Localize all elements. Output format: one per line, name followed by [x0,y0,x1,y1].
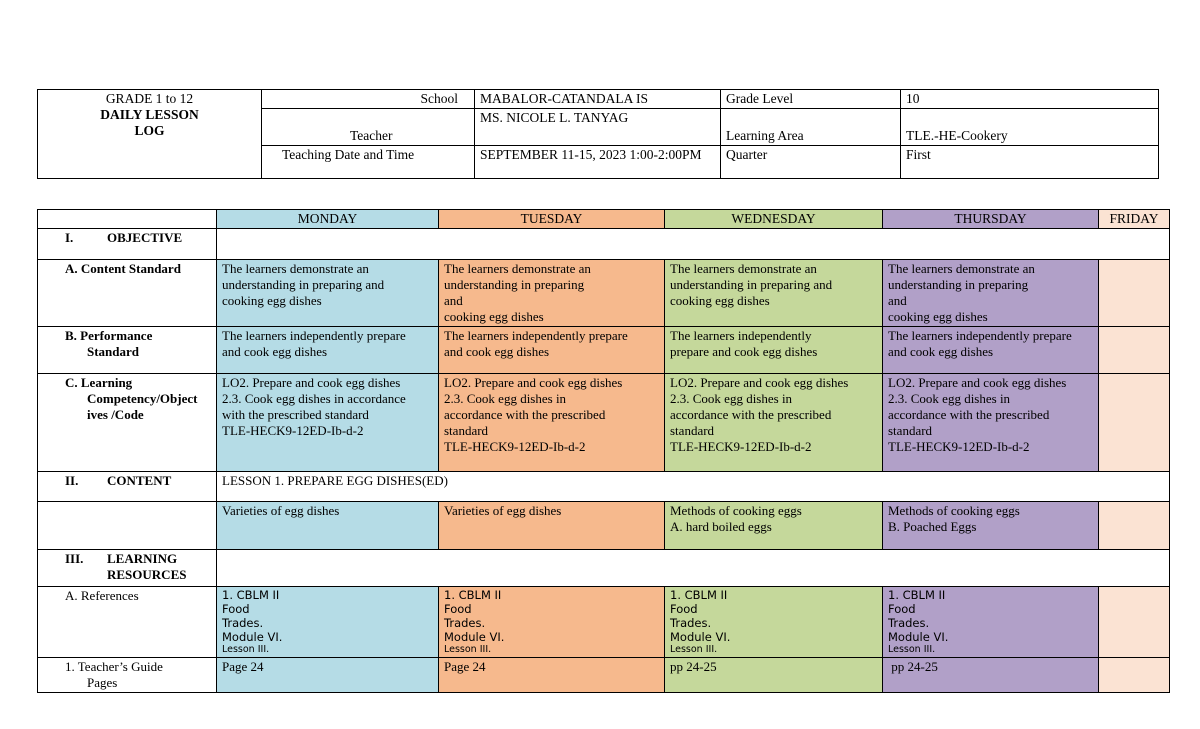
content-label: CONTENT [107,473,172,488]
text-line: prepare and cook egg dishes [670,344,818,359]
topic-thursday [883,502,1099,550]
text-line: 2.3. Cook egg dishes in [888,391,1011,406]
competency-wednesday [665,374,883,472]
text-line: LO2. Prepare and cook egg dishes [222,375,401,390]
text-line: Methods of cooking eggs [888,503,1020,518]
text-line: understanding in preparing [888,277,1029,292]
topic-monday [217,502,439,550]
text-line: 1. CBLM II [444,588,502,602]
teachers-guide-label [38,658,217,693]
text-line: Trades. [888,616,930,630]
text-line: LO2. Prepare and cook egg dishes [670,375,849,390]
text-line: 2.3. Cook egg dishes in accordance [222,391,406,406]
lesson-title: LESSON 1. PREPARE EGG DISHES(ED) [217,472,1170,502]
text-line: Methods of cooking eggs [670,503,802,518]
resources-label-line2: RESOURCES [107,567,187,582]
text-line: The learners independently prepare [888,328,1072,343]
log-title-line1: DAILY LESSON [100,107,199,122]
competency-label [38,374,217,472]
day-header-row [38,210,1170,229]
references-thursday [883,587,1099,658]
performance-standard-thursday [883,327,1099,374]
content-row [38,472,1170,502]
text-line: accordance with the prescribed [670,407,832,422]
corner-cell [38,210,217,229]
resources-heading [38,550,217,587]
lesson-log-table [37,209,1170,693]
school-label: School [262,90,475,109]
text-line: TLE-HECK9-12ED-Ib-d-2 [444,439,586,454]
text-line: 2.3. Cook egg dishes in [670,391,793,406]
competency-friday [1099,374,1170,472]
teachers-guide-row [38,658,1170,693]
tg-pages-wednesday: pp 24-25 [665,658,883,693]
text-line: Trades. [222,616,264,630]
text-line: cooking egg dishes [670,293,770,308]
resources-blank [217,550,1170,587]
references-wednesday [665,587,883,658]
content-number: II. [65,473,79,488]
text-line: accordance with the prescribed [444,407,606,422]
content-standard-friday [1099,260,1170,327]
text-line: TLE-HECK9-12ED-Ib-d-2 [670,439,812,454]
content-heading [38,472,217,502]
teacher-label: Teacher [262,109,475,146]
label-line: ives /Code [87,407,144,422]
competency-thursday [883,374,1099,472]
text-line: LO2. Prepare and cook egg dishes [444,375,623,390]
references-row [38,587,1170,658]
text-line: Lesson III. [670,644,718,655]
text-line: Lesson III. [444,644,492,655]
text-line: Varieties of egg dishes [444,503,562,518]
content-standard-monday [217,260,439,327]
day-thursday: THURSDAY [883,210,1099,229]
text-line: The learners demonstrate an [444,261,591,276]
teaching-date-value: SEPTEMBER 11-15, 2023 1:00-2:00PM [475,146,721,179]
content-standard-tuesday [439,260,665,327]
text-line: and cook egg dishes [222,344,328,359]
objective-blank [217,229,1170,260]
topics-label-blank [38,502,217,550]
topic-friday [1099,502,1170,550]
text-line: The learners independently prepare [444,328,628,343]
text-line: Food [888,602,916,616]
performance-standard-label [38,327,217,374]
references-label: A. References [38,587,217,658]
references-friday [1099,587,1170,658]
text-line: Food [444,602,472,616]
text-line: standard [888,423,933,438]
text-line: TLE-HECK9-12ED-Ib-d-2 [222,423,364,438]
grade-range: GRADE 1 to 12 [105,91,194,106]
text-line: and cook egg dishes [888,344,994,359]
text-line: A. hard boiled eggs [670,519,772,534]
content-standard-thursday [883,260,1099,327]
text-line: Varieties of egg dishes [222,503,340,518]
header-table [37,89,1159,179]
label-line: B. Performance [65,328,153,343]
label-line: Standard [87,344,140,359]
text-line: Food [670,602,698,616]
references-tuesday [439,587,665,658]
grade-level-value: 10 [901,90,1159,109]
text-line: 2.3. Cook egg dishes in [444,391,567,406]
text-line: LO2. Prepare and cook egg dishes [888,375,1067,390]
text-line: TLE-HECK9-12ED-Ib-d-2 [888,439,1030,454]
label-line: 1. Teacher’s Guide [65,659,163,674]
text-line: cooking egg dishes [888,309,988,324]
text-line: and cook egg dishes [444,344,550,359]
content-standard-wednesday [665,260,883,327]
text-line: The learners demonstrate an [222,261,369,276]
tg-pages-friday [1099,658,1170,693]
competency-monday [217,374,439,472]
text-line: understanding in preparing and [670,277,833,292]
text-line: The learners independently [670,328,812,343]
tg-pages-tuesday: Page 24 [439,658,665,693]
topics-row [38,502,1170,550]
text-line: and [888,293,907,308]
competency-tuesday [439,374,665,472]
text-line: Lesson III. [888,644,936,655]
text-line: Module VI. [444,630,505,644]
text-line: 1. CBLM II [222,588,280,602]
text-line: B. Poached Eggs [888,519,977,534]
performance-standard-friday [1099,327,1170,374]
competency-row [38,374,1170,472]
school-value: MABALOR-CATANDALA IS [475,90,721,109]
objective-label: OBJECTIVE [107,230,183,245]
text-line: Trades. [670,616,712,630]
text-line: Trades. [444,616,486,630]
text-line: The learners demonstrate an [888,261,1035,276]
quarter-label: Quarter [721,146,901,179]
log-title-line2: LOG [134,123,165,138]
tg-pages-monday: Page 24 [217,658,439,693]
log-title-cell [38,90,262,179]
learning-area-value: TLE.-HE-Cookery [901,109,1159,146]
text-line: cooking egg dishes [444,309,544,324]
text-line: The learners demonstrate an [670,261,817,276]
label-line: C. Learning [65,375,133,390]
objective-heading [38,229,217,260]
tg-pages-thursday: pp 24-25 [883,658,1099,693]
text-line: Module VI. [888,630,949,644]
performance-standard-tuesday [439,327,665,374]
text-line: and [444,293,463,308]
performance-standard-monday [217,327,439,374]
performance-standard-row [38,327,1170,374]
label-line: Competency/Object [87,391,198,406]
objective-number: I. [65,230,74,245]
resources-number: III. [65,551,84,566]
text-line: with the prescribed standard [222,407,369,422]
text-line: understanding in preparing and [222,277,385,292]
text-line: Module VI. [222,630,283,644]
topic-tuesday [439,502,665,550]
text-line: understanding in preparing [444,277,585,292]
day-friday: FRIDAY [1099,210,1170,229]
topic-wednesday [665,502,883,550]
text-line: standard [670,423,715,438]
teacher-value: MS. NICOLE L. TANYAG [475,109,721,146]
text-line: Food [222,602,250,616]
day-wednesday: WEDNESDAY [665,210,883,229]
day-tuesday: TUESDAY [439,210,665,229]
performance-standard-wednesday [665,327,883,374]
text-line: The learners independently prepare [222,328,406,343]
resources-row [38,550,1170,587]
references-monday [217,587,439,658]
content-standard-row [38,260,1170,327]
text-line: standard [444,423,489,438]
quarter-value: First [901,146,1159,179]
label-line: Pages [87,675,118,690]
text-line: 1. CBLM II [670,588,728,602]
teaching-date-label: Teaching Date and Time [262,146,475,179]
content-standard-label: A. Content Standard [38,260,217,327]
text-line: accordance with the prescribed [888,407,1050,422]
text-line: Module VI. [670,630,731,644]
text-line: 1. CBLM II [888,588,946,602]
resources-label-line1: LEARNING [107,551,178,566]
objective-row [38,229,1170,260]
text-line: Lesson III. [222,644,270,655]
text-line: cooking egg dishes [222,293,322,308]
learning-area-label: Learning Area [721,109,901,146]
day-monday: MONDAY [217,210,439,229]
grade-level-label: Grade Level [721,90,901,109]
